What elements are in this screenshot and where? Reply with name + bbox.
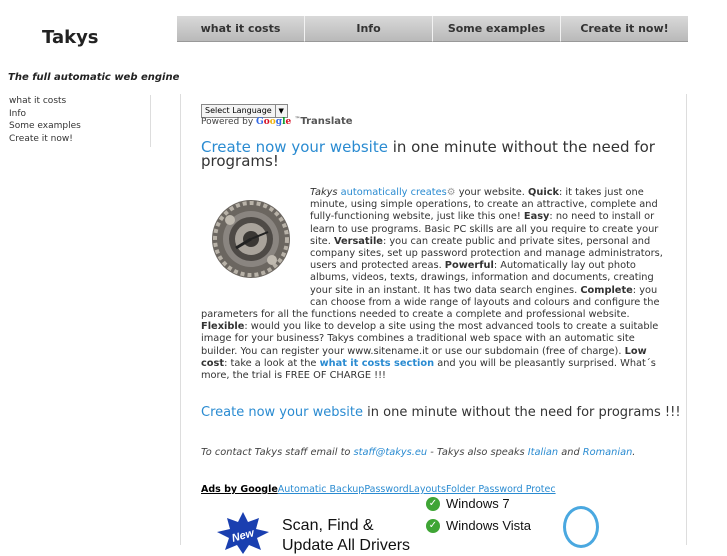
label-powerful: Powerful	[444, 260, 494, 272]
top-navigation	[177, 16, 688, 42]
create-website-link-2[interactable]: Create now your website	[201, 405, 364, 420]
text-versatile: : you can create public and private sites, personal and company sites, set up password protection and manage administrators, users and protected areas.	[310, 235, 663, 272]
ad-link-automatic-backup[interactable]: Automatic Backup	[277, 484, 365, 495]
page-headline	[201, 140, 671, 168]
headline-rest: in one minute without the need for programs!	[201, 138, 655, 170]
ad-headline	[282, 516, 410, 556]
label-low-cost: Low cost	[201, 345, 647, 369]
ad-link-layouts[interactable]: Layouts	[408, 484, 446, 495]
top-nav-create-it-now[interactable]: Create it now!	[561, 16, 688, 42]
email-link[interactable]: staff@takys.eu	[353, 447, 428, 458]
google-logo[interactable]: Google	[256, 117, 292, 127]
italian-link[interactable]: Italian	[527, 447, 559, 458]
translate-text[interactable]: Translate	[300, 116, 353, 127]
os-windows-vista	[426, 518, 531, 533]
trademark-sign: ™	[294, 116, 301, 123]
language-selector[interactable]	[201, 98, 288, 118]
intro-paragraph	[201, 187, 663, 382]
powered-by-text: Powered by	[201, 117, 254, 127]
contact-line	[201, 447, 635, 458]
powered-by-google-translate	[201, 116, 353, 127]
ads-bar	[201, 484, 575, 495]
text-end: and you will be pleasantly surprised. What´s more, the trial is FREE OF CHARGE !!!	[201, 357, 656, 382]
brand-name: Takys	[310, 187, 338, 198]
contact-text-2: - Takys also speaks	[427, 447, 528, 458]
site-logo[interactable]: Takys	[42, 27, 99, 48]
label-flexible: Flexible	[201, 321, 245, 333]
top-nav-what-it-costs[interactable]: what it costs	[177, 16, 305, 42]
new-badge-icon	[213, 510, 273, 554]
side-navigation	[9, 95, 151, 147]
top-nav-some-examples[interactable]: Some examples	[433, 16, 561, 42]
ad-line-1: Scan, Find &	[282, 517, 374, 534]
disc-icon	[563, 506, 599, 548]
create-now-rest: in one minute without the need for programs !!!	[363, 405, 681, 420]
site-tagline: The full automatic web engine	[8, 72, 180, 83]
create-website-link[interactable]: Create now your website	[201, 138, 388, 156]
ad-line-2: Update All Drivers	[282, 537, 411, 554]
label-versatile: Versatile	[333, 235, 383, 247]
automatically-creates-link[interactable]: automatically creates	[340, 187, 447, 198]
text-powerful: : Automatically lay out photo albums, videos, texts, drawings, information and documents, creating your site in an instant. It has two data search engines.	[310, 260, 654, 296]
language-select-label[interactable]: Select Language	[205, 106, 272, 115]
text-flexible: : would you like to develop a site using the most advanced tools to create a suitable image for your business? Takys combines a traditional web space with an automatic site builder. You can register your www.sitename.it or use our subdomain (free of charge).	[201, 321, 659, 357]
label-complete: Complete	[580, 284, 633, 296]
romanian-link[interactable]: Romanian	[582, 447, 633, 458]
link-icon: ⚙	[446, 187, 456, 198]
label-quick: Quick	[528, 187, 560, 198]
main-content	[180, 94, 687, 554]
dropdown-arrow-icon[interactable]: ▼	[275, 105, 287, 117]
check-icon: ✓	[426, 497, 440, 511]
side-nav-what-it-costs[interactable]: what it costs	[9, 96, 67, 106]
side-nav-info[interactable]: Info	[9, 108, 27, 119]
ad-banner[interactable]	[201, 496, 575, 554]
label-easy: Easy	[523, 211, 550, 223]
text-quick: : it takes just one minute, using simple operations, to create an attractive, complete and fully-functioning website, just like this one!	[310, 187, 658, 223]
side-nav-some-examples[interactable]: Some examples	[9, 121, 81, 131]
create-now-line	[201, 405, 681, 420]
text-segment: your website.	[455, 187, 529, 198]
contact-text: To contact Takys staff email to	[201, 447, 354, 458]
contact-and: and	[558, 447, 583, 458]
os-label: Windows 7	[446, 496, 510, 511]
ads-by-google-link[interactable]: Ads by Google	[201, 484, 278, 495]
text-easy: : no need to install or learn to use programs. Basic PC skills are all you require to create your site.	[310, 211, 659, 247]
ad-link-folder-password[interactable]: Folder Password Protec	[445, 484, 556, 495]
check-icon: ✓	[426, 519, 440, 533]
side-nav-create-it-now[interactable]: Create it now!	[9, 133, 73, 144]
ad-link-password[interactable]: Password	[364, 484, 409, 495]
os-label: Windows Vista	[446, 518, 532, 533]
what-it-costs-section-link[interactable]: what it costs section	[319, 357, 435, 369]
new-badge-text: New	[230, 527, 256, 545]
text-low-cost: : take a look at the	[224, 357, 320, 369]
os-windows-7	[426, 496, 510, 511]
contact-end: .	[632, 447, 636, 458]
text-complete: : you can choose from a wide range of layouts and colours and configure the parameters for all the functions needed to create a complete and professional website.	[201, 284, 660, 321]
top-nav-info[interactable]: Info	[305, 16, 433, 42]
